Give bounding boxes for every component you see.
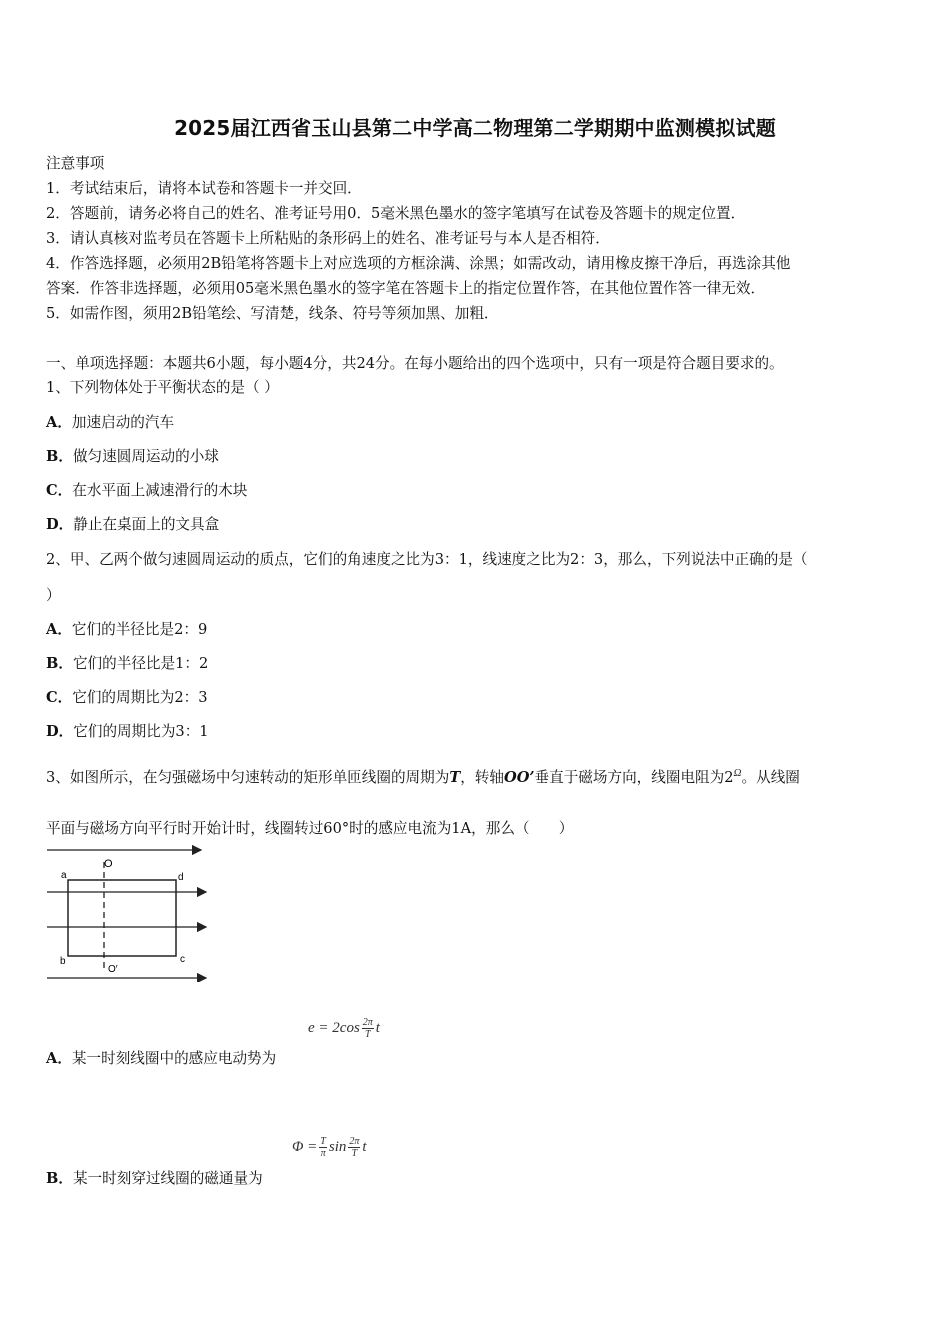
question-2-stem-cont: ） [46, 587, 61, 604]
q1-option-d [46, 513, 219, 534]
option-text: 加速启动的汽车 [71, 414, 175, 431]
question-2-stem: 2、甲、乙两个做匀速圆周运动的质点，它们的角速度之比为3：1，线速度之比为2：3，那么，下列说法中正确的是（ [46, 551, 808, 568]
option-text: 静止在桌面上的文具盒 [73, 516, 220, 533]
label-O: O [104, 858, 113, 870]
label-a: a [61, 870, 67, 881]
q1-option-b [46, 445, 219, 466]
formula-flux [292, 1136, 367, 1159]
option-text: 某一时刻穿过线圈的磁通量为 [72, 1170, 263, 1187]
question-1-stem: 1、下列物体处于平衡状态的是（ ） [46, 379, 279, 396]
q3-stem-a: 3、如图所示，在匀强磁场中匀速转动的矩形单匝线圈的周期为 [46, 769, 450, 786]
q2-option-b [46, 652, 208, 673]
option-label: A． [46, 621, 72, 638]
option-text: 它们的周期比为2：3 [72, 689, 208, 706]
formula-var: t [375, 1019, 380, 1036]
numerator: 2π [362, 1017, 373, 1028]
numerator: T [320, 1136, 326, 1147]
q3-stem-b: ，转轴 [460, 769, 504, 786]
page-title: 2025届江西省玉山县第二中学高二物理第二学期期中监测模拟试题 [174, 116, 776, 140]
option-label: A． [46, 414, 72, 431]
label-d: d [178, 872, 184, 883]
formula-var: t [362, 1138, 367, 1155]
option-label: A． [46, 1050, 72, 1067]
option-label: C． [46, 689, 73, 706]
notice-item: 5．如需作图，须用2B铅笔绘、写清楚，线条、符号等须加黑、加粗． [46, 305, 499, 322]
q2-option-c [46, 686, 208, 707]
q1-option-a [46, 411, 174, 432]
fraction [362, 1017, 374, 1040]
option-text: 在水平面上减速滑行的木块 [72, 482, 248, 499]
q2-option-a [46, 618, 207, 639]
option-label: D． [46, 516, 74, 533]
option-text: 它们的半径比是2：9 [71, 621, 208, 638]
option-text: 某一时刻线圈中的感应电动势为 [71, 1050, 277, 1067]
question-3-stem [46, 766, 800, 787]
q3-option-a [46, 1047, 276, 1068]
section-heading: 一、单项选择题：本题共6小题，每小题4分，共24分。在每小题给出的四个选项中，只有一项是符合题目要求的。 [46, 355, 784, 372]
notice-item: 1．考试结束后，请将本试卷和答题卡一并交回． [46, 180, 362, 197]
denominator: T [365, 1029, 371, 1040]
option-label: B． [46, 448, 73, 465]
formula-lhs: e = 2cos [308, 1019, 360, 1036]
denominator: π [320, 1148, 326, 1159]
notice-heading: 注意事项 [46, 155, 105, 172]
notice-item: 4．作答选择题，必须用2B铅笔将答题卡上对应选项的方框涂满、涂黑；如需改动，请用橡皮擦干净后，再选涂其他 [46, 255, 791, 272]
question-3-stem-cont: 平面与磁场方向平行时开始计时，线圈转过60°时的感应电流为1A，那么（ ） [46, 820, 574, 837]
formula-sin: sin [328, 1138, 347, 1155]
denominator: T [351, 1148, 358, 1159]
q2-option-d [46, 720, 209, 741]
option-text: 它们的周期比为3：1 [73, 723, 209, 740]
notice-item: 答案．作答非选择题，必须用05毫米黑色墨水的签字笔在答题卡上的指定位置作答，在其他位置作答一律无效． [46, 280, 766, 297]
notice-item: 3．请认真核对监考员在答题卡上所粘贴的条形码上的姓名、准考证号与本人是否相符． [46, 230, 610, 247]
ohm-symbol: Ω [733, 767, 742, 780]
option-text: 它们的半径比是1：2 [72, 655, 209, 672]
option-label: B． [46, 1170, 73, 1187]
var-T: T [449, 769, 461, 786]
option-label: C． [46, 482, 73, 499]
option-label: B． [46, 655, 73, 672]
fraction [348, 1136, 360, 1159]
q1-option-c [46, 479, 247, 500]
coil-diagram [44, 842, 214, 982]
var-OO: OO’ [504, 769, 535, 786]
fraction [319, 1136, 327, 1159]
notice-item: 2．答题前，请务必将自己的姓名、准考证号用0．5毫米黑色墨水的签字笔填写在试卷及答题卡的规定位置． [46, 205, 746, 222]
q3-stem-d: 。从线圈 [741, 769, 800, 786]
q3-option-b [46, 1167, 263, 1188]
formula-emf [308, 1017, 380, 1040]
label-c: c [180, 954, 185, 965]
formula-lhs: Φ = [292, 1138, 318, 1155]
numerator: 2π [349, 1136, 360, 1147]
label-b: b [60, 956, 66, 967]
q3-stem-c: 垂直于磁场方向，线圈电阻为2 [534, 769, 734, 786]
option-label: D． [46, 723, 74, 740]
option-text: 做匀速圆周运动的小球 [72, 448, 219, 465]
label-O-prime: O′ [108, 964, 118, 975]
